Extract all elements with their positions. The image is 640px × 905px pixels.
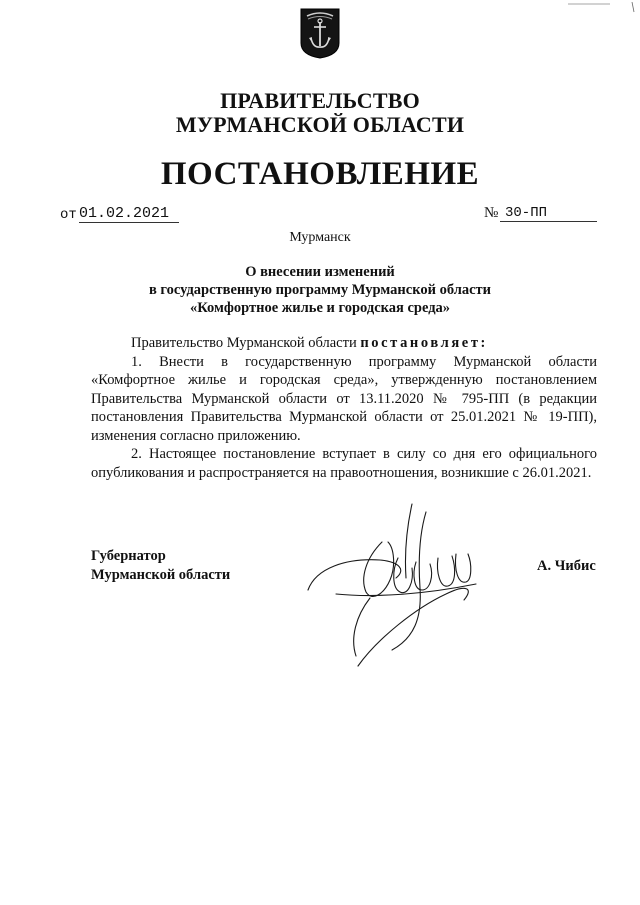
murmansk-coat-of-arms-icon — [299, 7, 341, 59]
document-date: 01.02.2021 — [79, 205, 170, 222]
intro-resolves: постановляет: — [360, 335, 488, 351]
signatory-title — [91, 547, 230, 584]
organization-name-line1: ПРАВИТЕЛЬСТВО — [220, 88, 420, 113]
document-number: 30-ПП — [505, 205, 548, 221]
intro-lead: Правительство Мурманской области — [131, 335, 361, 351]
handwritten-signature — [296, 498, 496, 678]
subject-line2: в государственную программу Мурманской области — [148, 282, 492, 298]
city-name: Мурманск — [289, 230, 351, 245]
document-subject — [0, 263, 640, 317]
intro-paragraph — [91, 334, 597, 353]
scan-corner-mark — [568, 2, 638, 14]
organization-name-line2: МУРМАНСКОЙ ОБЛАСТИ — [175, 112, 465, 137]
signatory-name: А. Чибис — [537, 558, 596, 574]
document-body — [91, 334, 597, 482]
document-type-title: ПОСТАНОВЛЕНИЕ — [160, 156, 480, 192]
signatory-title-line1: Губернатор — [91, 548, 166, 564]
paragraph-1: 1. Внести в государственную программу Мурманской области «Комфортное жилье и городская среда», утвержденную постановлением Правительства Мурманской области от 13.11.2020 № 795-ПП (в редакции постановления Правительства Мурманской области от 25.01.2021 № 19-ПП), изменения согласно приложению. — [91, 353, 597, 444]
signatory-title-line2: Мурманской области — [91, 566, 231, 583]
date-underline — [79, 222, 179, 223]
number-prefix: № — [484, 205, 499, 221]
subject-line3: «Комфортное жилье и городская среда» — [189, 300, 451, 316]
number-underline — [500, 221, 597, 222]
date-prefix: от — [60, 207, 77, 223]
subject-line1: О внесении изменений — [245, 264, 395, 280]
paragraph-2: 2. Настоящее постановление вступает в силу со дня его официального опубликования и распространяется на правоотношения, возникшие с 26.01.2021. — [91, 446, 597, 481]
